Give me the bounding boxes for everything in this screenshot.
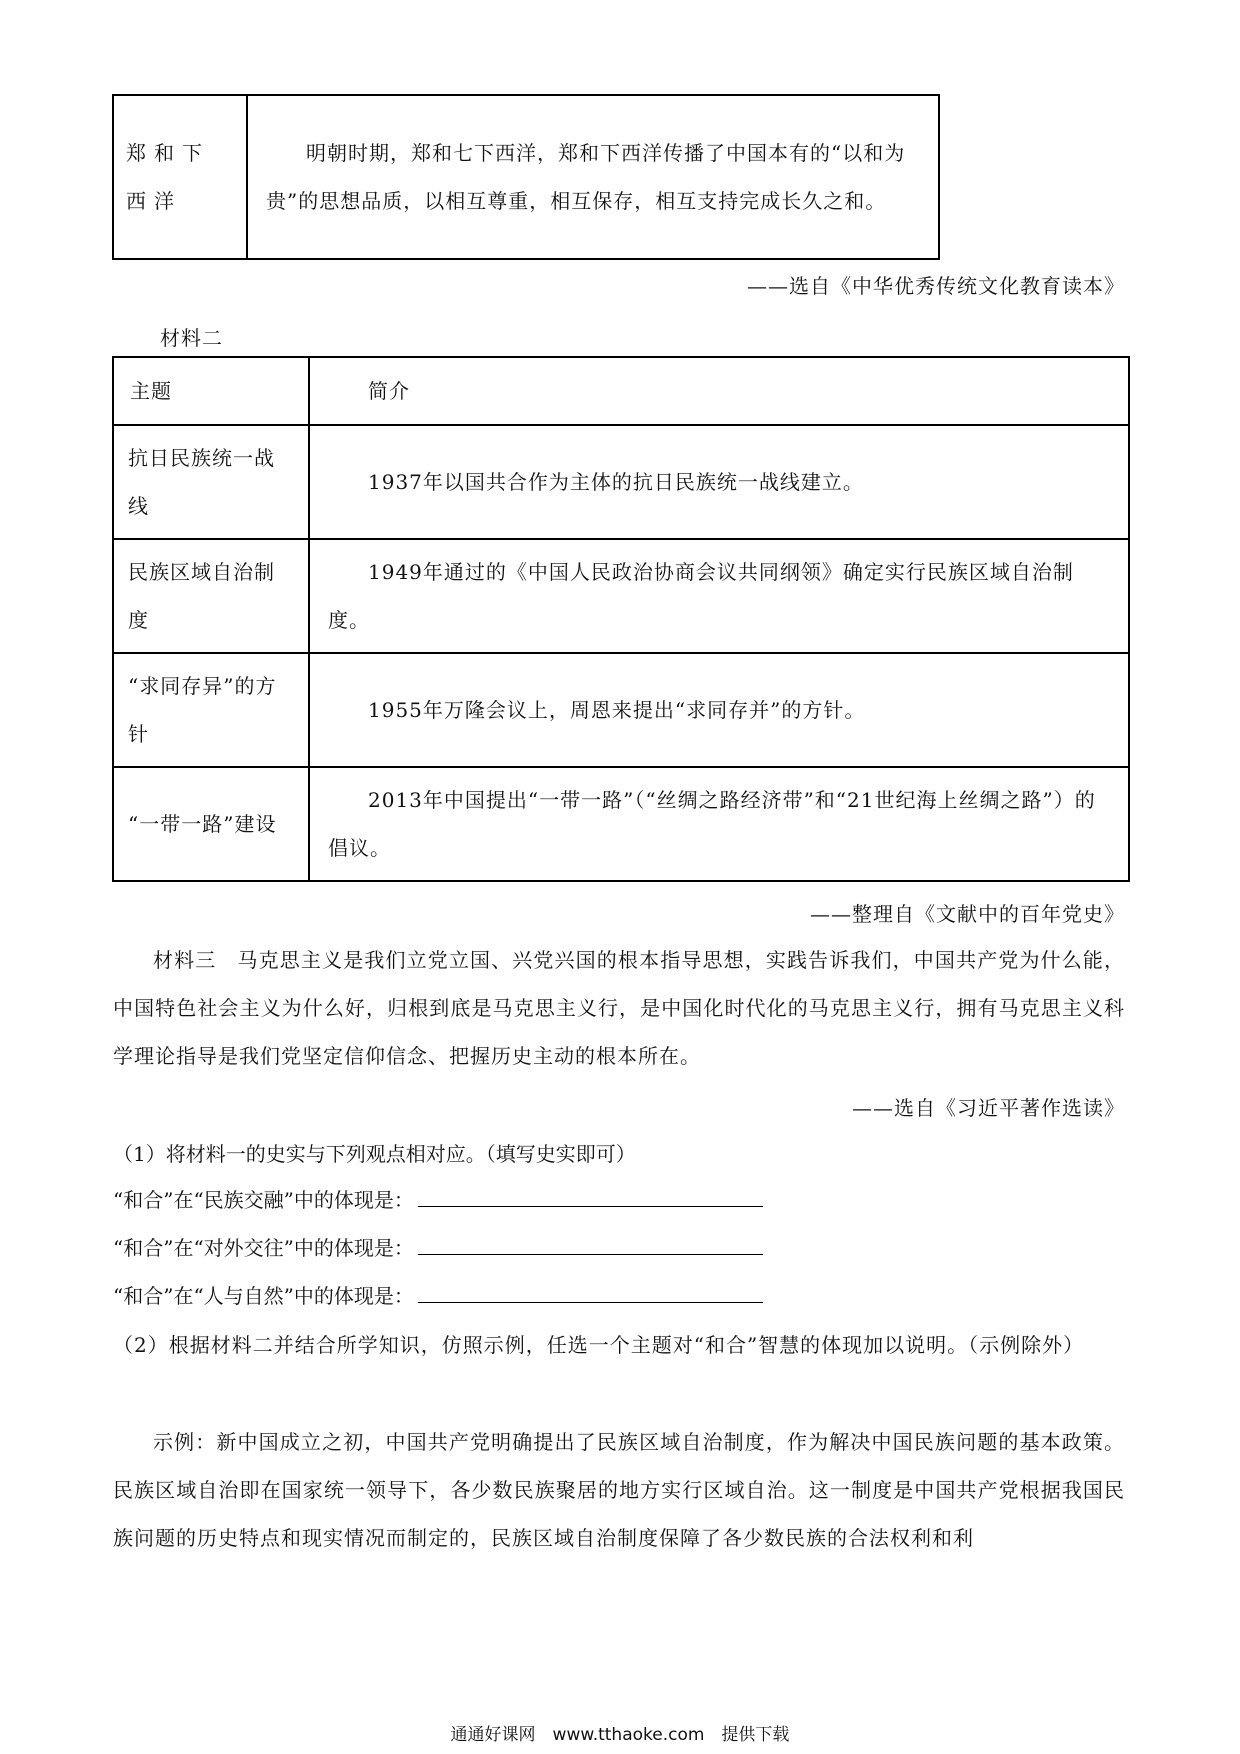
source-citation-2: ——整理自《文献中的百年党史》 [810, 902, 1125, 926]
source-citation-3: ——选自《习近平著作选读》 [852, 1096, 1125, 1120]
content-text: 1955年万隆会议上，周恩来提出“求同存并”的方针。 [368, 698, 866, 722]
table-row [113, 95, 939, 259]
content-cell [309, 653, 1129, 767]
topic-cell [113, 767, 309, 881]
topic-text: 抗日民族统一战线 [128, 446, 275, 518]
topic-text: 民族区域自治制度 [128, 560, 275, 632]
answer-blank[interactable] [418, 1280, 763, 1303]
content-cell [309, 425, 1129, 539]
content-cell [309, 539, 1129, 653]
answer-prompt: “和合”在“对外交往”中的体现是： [113, 1236, 414, 1260]
material2-heading: 材料二 [160, 326, 223, 350]
header-topic: 主题 [130, 379, 172, 403]
topic-text: 郑和下西洋 [126, 141, 210, 213]
topic-text: “一带一路”建设 [128, 812, 277, 836]
table-row [113, 425, 1129, 539]
header-intro-cell [309, 357, 1129, 425]
topic-cell [113, 425, 309, 539]
answer-prompt: “和合”在“民族交融”中的体现是： [113, 1188, 414, 1212]
answer-line-2 [113, 1228, 763, 1268]
source-citation-1: ——选自《中华优秀传统文化教育读本》 [747, 274, 1125, 298]
question-2: （2）根据材料二并结合所学知识，仿照示例，任选一个主题对“和合”智慧的体现加以说明。（示例除外） [113, 1333, 1085, 1357]
answer-blank[interactable] [418, 1184, 763, 1207]
material1-table [112, 94, 940, 260]
topic-cell [113, 653, 309, 767]
table-header-row [113, 357, 1129, 425]
answer-line-3 [113, 1276, 763, 1316]
header-topic-cell [113, 357, 309, 425]
content-text: 1937年以国共合作为主体的抗日民族统一战线建立。 [368, 470, 864, 494]
answer-prompt: “和合”在“人与自然”中的体现是： [113, 1284, 414, 1308]
material2-table [112, 356, 1130, 882]
example-paragraph: 示例：新中国成立之初，中国共产党明确提出了民族区域自治制度，作为解决中国民族问题的基本政策。民族区域自治即在国家统一领导下，各少数民族聚居的地方实行区域自治。这一制度是中国共产党根据我国民族问题的历史特点和现实情况而制定的，民族区域自治制度保障了各少数民族的合法权利和利 [113, 1430, 1125, 1550]
topic-cell [113, 539, 309, 653]
content-text: 2013年中国提出“一带一路”（“丝绸之路经济带”和“21世纪海上丝绸之路”）的倡议。 [328, 788, 1096, 860]
question-1: （1）将材料一的史实与下列观点相对应。（填写史实即可） [113, 1142, 636, 1166]
material3-paragraph: 材料三 马克思主义是我们立党立国、兴党兴国的根本指导思想，实践告诉我们，中国共产党为什么能，中国特色社会主义为什么好，归根到底是马克思主义行，是中国化时代化的马克思主义行，拥有马克思主义科学理论指导是我们党坚定信仰信念、把握历史主动的根本所在。 [113, 948, 1125, 1068]
answer-line-1 [113, 1180, 763, 1220]
table-row [113, 653, 1129, 767]
content-cell [247, 95, 939, 259]
table-row [113, 767, 1129, 881]
topic-text: “求同存异”的方针 [128, 674, 277, 746]
answer-blank[interactable] [418, 1232, 763, 1255]
page-footer: 通通好课网 www.tthaoke.com 提供下载 [450, 1725, 790, 1745]
header-intro: 简介 [368, 379, 410, 403]
topic-cell [113, 95, 247, 259]
content-text: 1949年通过的《中国人民政治协商会议共同纲领》确定实行民族区域自治制度。 [328, 560, 1074, 632]
content-text: 明朝时期，郑和七下西洋，郑和下西洋传播了中国本有的“以和为贵”的思想品质，以相互尊重，相互保存，相互支持完成长久之和。 [266, 141, 906, 213]
content-cell [309, 767, 1129, 881]
table-row [113, 539, 1129, 653]
